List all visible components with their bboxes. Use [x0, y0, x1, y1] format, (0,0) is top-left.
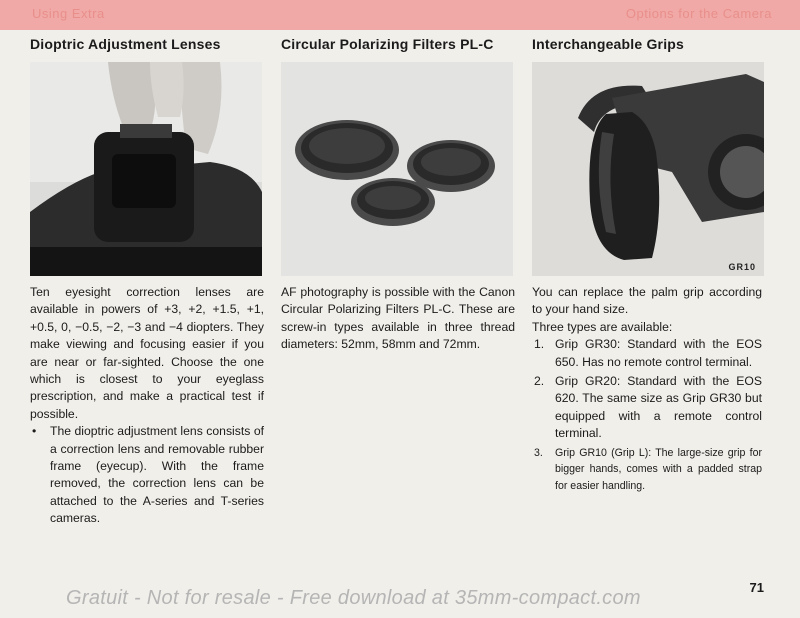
section-title-dioptric: Dioptric Adjustment Lenses [30, 36, 221, 52]
grips-intro-text: You can replace the palm grip according to your hand size. [532, 285, 762, 317]
list-item-text: Grip GR20: Standard with the EOS 620. The same size as Grip GR30 but equipped with a remote control terminal. [555, 374, 762, 441]
list-item [532, 336, 762, 371]
photo-polarizing-filters [281, 62, 513, 276]
grip-photo-label: GR10 [728, 262, 756, 272]
photo-dioptric-lens [30, 62, 262, 276]
list-item-text: Grip GR30: Standard with the EOS 650. Has no remote control terminal. [555, 337, 762, 369]
list-item [532, 373, 762, 443]
section-title-polarizing: Circular Polarizing Filters PL-C [281, 36, 494, 52]
page-number: 71 [749, 580, 764, 595]
column-polarizing [281, 36, 515, 354]
list-item [532, 445, 762, 495]
list-item-number: 2. [534, 374, 545, 389]
column-grips [532, 36, 762, 496]
dioptric-bullet-text: The dioptric adjustment lens consists of a correction lens and removable rubber frame (eyecup). With the frame removed, the correction lens can be attached to the A-series and T-series cameras. [50, 424, 264, 526]
section-title-grips: Interchangeable Grips [532, 36, 685, 52]
column-dioptric [30, 36, 264, 528]
header-band [0, 0, 800, 30]
watermark-text: Gratuit - Not for resale - Free download at 35mm-compact.com [66, 587, 641, 609]
grip-types-list [532, 336, 762, 494]
bullet-mark: • [32, 424, 37, 439]
photo-grip-gr10 [532, 62, 764, 276]
grips-types-intro: Three types are available: [532, 319, 673, 334]
polarizing-body-text: AF photography is possible with the Canon Circular Polarizing Filters PL-C. These are screw-in types available in three thread diameters: 52mm, 58mm and 72mm. [281, 285, 515, 352]
list-item-text: Grip GR10 (Grip L): The large-size grip for bigger hands, comes with a padded strap for easier handling. [555, 446, 762, 492]
header-right-text: Options for the Camera [625, 6, 772, 21]
list-item-number: 3. [534, 446, 543, 459]
header-left-text: Using Extra [32, 6, 105, 21]
list-item-number: 1. [534, 337, 545, 352]
dioptric-body-text: Ten eyesight correction lenses are available in powers of +3, +2, +1.5, +1, +0.5, 0, −0.5, −2, −3 and −4 diopters. They make viewing and focusing easier if you are near or far-sighted. Choose the one which is closest to your eyeglass prescription, and make a practical test if possible. [30, 285, 264, 421]
